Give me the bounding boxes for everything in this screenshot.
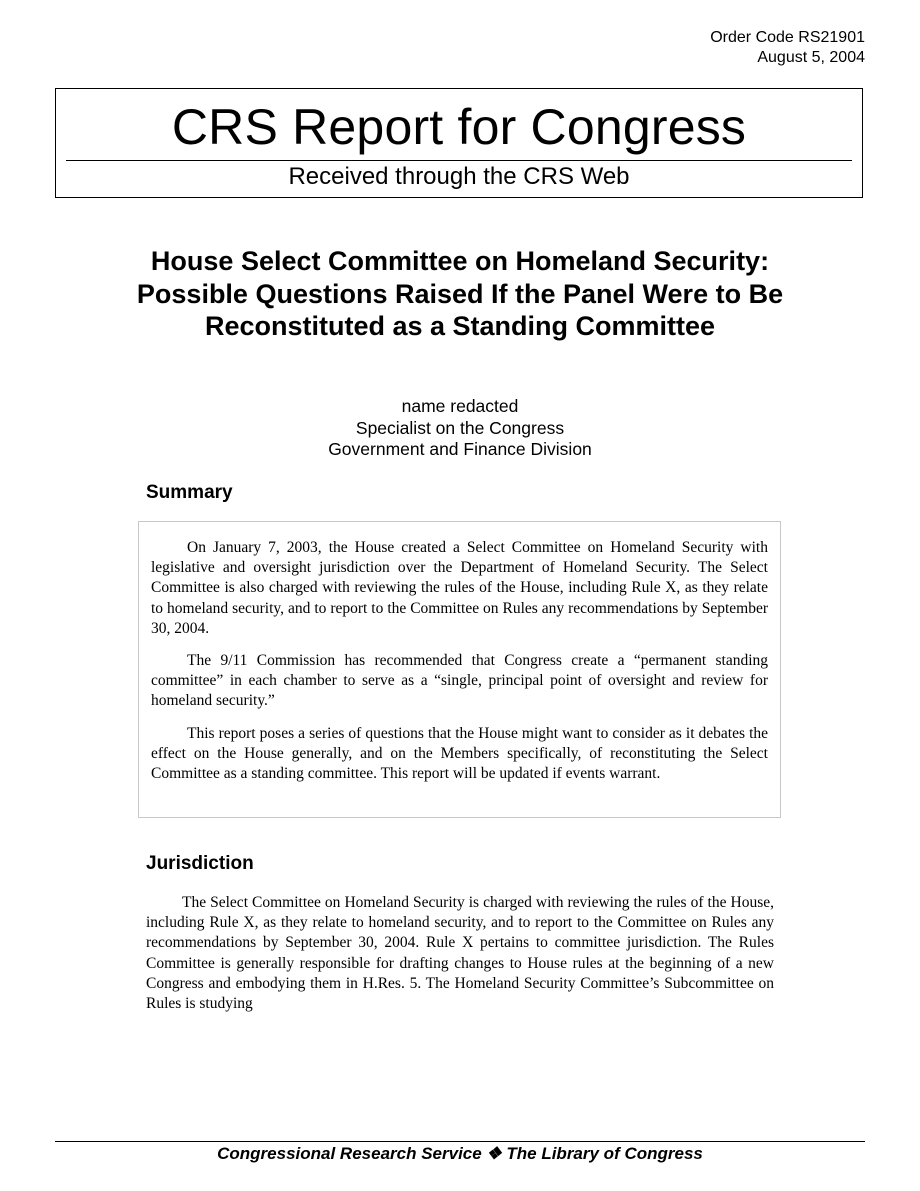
order-info [710, 28, 865, 68]
footer-divider [55, 1141, 865, 1142]
author-division: Government and Finance Division [328, 439, 592, 459]
summary-box [138, 521, 781, 818]
author-role: Specialist on the Congress [355, 417, 565, 438]
report-title: House Select Committee on Homeland Security: Possible Questions Raised If the Panel Were to Be Reconstituted as a Standing Committee [136, 246, 784, 341]
jurisdiction-heading: Jurisdiction [146, 853, 254, 874]
summary-heading: Summary [146, 482, 233, 503]
author-block [0, 396, 920, 461]
banner-title: CRS Report for Congress [171, 99, 747, 155]
jurisdiction-body [146, 893, 774, 1026]
summary-paragraph: On January 7, 2003, the House created a Select Committee on Homeland Security with legislative and oversight jurisdiction over the Department of Homeland Security. The Select Committee is also charged with reviewing the rules of the House, including Rule X, as they relate to homeland security, and to report to the Committee on Rules any recommendations by September 30, 2004. [151, 539, 768, 637]
banner-subtitle: Received through the CRS Web [288, 163, 630, 190]
order-code: Order Code RS21901 [710, 29, 865, 46]
summary-paragraph: This report poses a series of questions that the House might want to consider as it debates the effect on the House generally, and on the Members specifically, of reconstituting the Select Committee as a standing committee. This report will be updated if events warrant. [151, 724, 768, 783]
crs-banner [55, 88, 863, 198]
report-date: August 5, 2004 [757, 49, 865, 66]
footer-text: Congressional Research Service ❖ The Library of Congress [217, 1144, 703, 1163]
banner-divider [66, 160, 852, 161]
jurisdiction-paragraph: The Select Committee on Homeland Security is charged with reviewing the rules of the House, including Rule X, as they relate to homeland security, and to report to the Committee on Rules any recommendations by September 30, 2004. Rule X pertains to committee jurisdiction. The Rules Committee is generally responsible for drafting changes to House rules at the beginning of a new Congress and embodying them in H.Res. 5. The Homeland Security Committee’s Subcommittee on Rules is studying [146, 894, 774, 1013]
summary-paragraph: The 9/11 Commission has recommended that Congress create a “permanent standing committee” in each chamber to serve as a “single, principal point of oversight and review for homeland security.” [151, 652, 768, 710]
author-name: name redacted [401, 396, 519, 416]
